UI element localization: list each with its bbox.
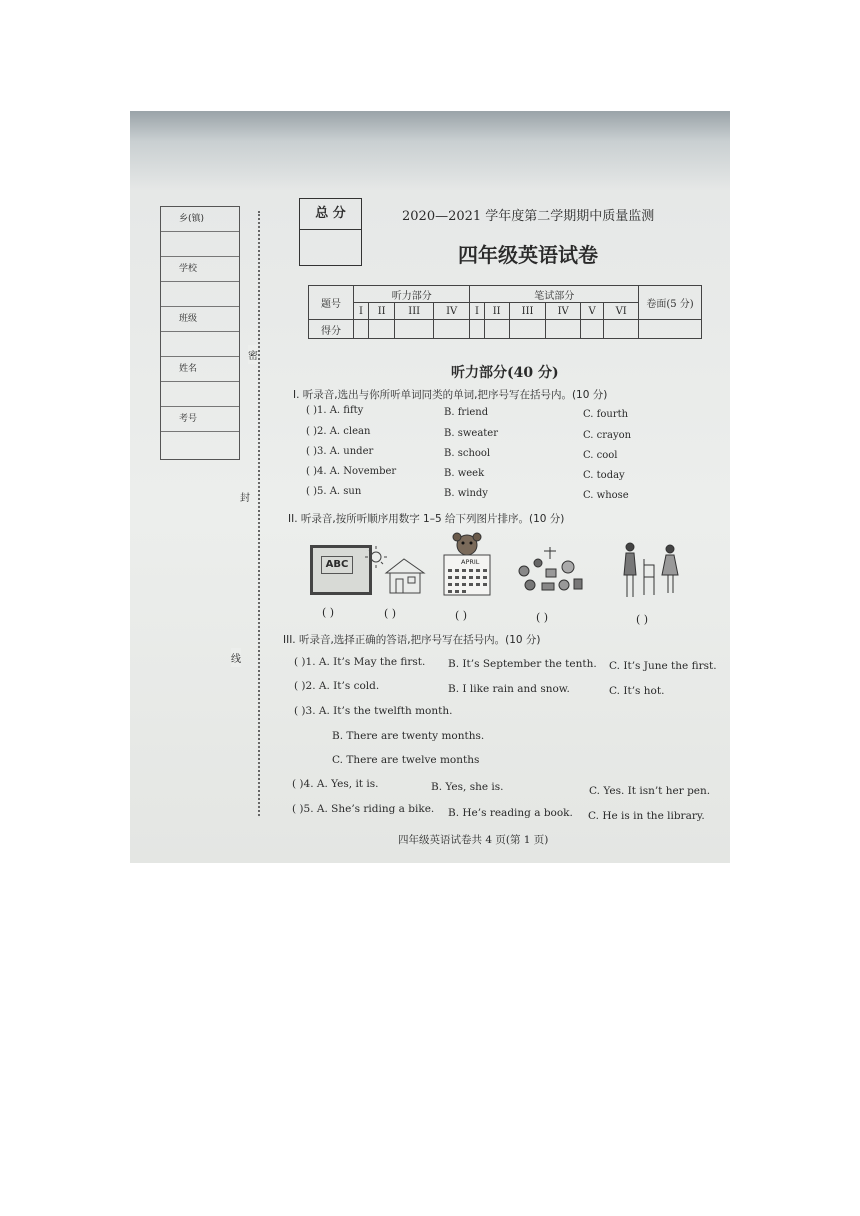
info-label-class: 班级 — [161, 307, 239, 332]
q3-item-1-a: ( )1. A. It’s May the first. — [294, 656, 426, 668]
score-col-label: VI — [604, 303, 639, 320]
q3-item-3-c: C. There are twelve months — [332, 754, 480, 766]
q1-item-4-a: ( )4. A. November — [306, 466, 397, 477]
score-table-listening: 听力部分 — [354, 286, 470, 303]
q2-blank-1: ( ) — [322, 606, 335, 619]
q3-item-4-b: B. Yes, she is. — [431, 781, 504, 793]
blackboard-picture — [310, 545, 372, 595]
score-table-score-label: 得分 — [309, 320, 354, 339]
q1-item-1-c: C. fourth — [583, 409, 629, 420]
score-col-label: II — [484, 303, 509, 320]
q1-item-1-b: B. friend — [444, 407, 489, 418]
blackboard-text: ABC — [321, 556, 353, 574]
total-score-box — [299, 198, 362, 266]
total-score-label: 总 分 — [300, 199, 361, 230]
q3-item-3-a: ( )3. A. It’s the twelfth month. — [294, 705, 453, 717]
q1-item-5-a: ( )5. A. sun — [306, 486, 362, 497]
q1-item-1-a: ( )1. A. fifty — [306, 405, 364, 416]
seal-mark-mi: 密 — [248, 345, 258, 364]
q3-item-5-b: B. He’s reading a book. — [448, 807, 573, 819]
q3-item-5-c: C. He is in the library. — [588, 810, 705, 822]
q1-item-3-c: C. cool — [583, 450, 618, 461]
listening-section-title: 听力部分(40 分) — [451, 365, 559, 381]
q1-item-4-b: B. week — [444, 468, 485, 479]
q1-item-3-b: B. school — [444, 448, 491, 459]
q3-item-1-b: B. It’s September the tenth. — [448, 658, 597, 670]
score-col-label: IV — [546, 303, 581, 320]
score-col-label: I — [354, 303, 369, 320]
sun-house-picture — [364, 543, 434, 597]
score-col-label: I — [470, 303, 484, 320]
q1-item-2-c: C. crayon — [583, 430, 632, 441]
score-col-label: V — [580, 303, 603, 320]
page-footer: 四年级英语试卷共 4 页(第 1 页) — [398, 834, 549, 846]
q2-instruction: II. 听录音,按所听顺序用数字 1–5 给下列图片排序。(10 分) — [288, 513, 565, 525]
q3-item-1-c: C. It’s June the first. — [609, 660, 717, 672]
q2-blank-2: ( ) — [384, 607, 397, 620]
score-col-label: IV — [433, 303, 470, 320]
school-items-picture — [512, 541, 588, 599]
q3-item-2-a: ( )2. A. It’s cold. — [294, 680, 380, 692]
info-field-name — [161, 382, 239, 407]
info-label-id: 考号 — [161, 407, 239, 432]
q3-item-3-b: B. There are twenty months. — [332, 730, 485, 742]
info-field-school — [161, 282, 239, 307]
q2-blank-3: ( ) — [455, 609, 468, 622]
seal-mark-feng: 封 — [240, 487, 250, 506]
q1-item-4-c: C. today — [583, 470, 625, 481]
people-picture — [618, 539, 684, 603]
exam-title: 四年级英语试卷 — [458, 243, 598, 267]
score-table-writing: 笔试部分 — [470, 286, 639, 303]
exam-photo — [130, 111, 730, 863]
info-field-class — [161, 332, 239, 357]
score-col-label: III — [395, 303, 433, 320]
q1-item-5-b: B. windy — [444, 488, 488, 499]
q1-item-2-b: B. sweater — [444, 428, 498, 439]
q1-item-2-a: ( )2. A. clean — [306, 426, 371, 437]
q2-blank-5: ( ) — [636, 613, 649, 626]
q3-item-4-c: C. Yes. It isn’t her pen. — [589, 785, 711, 797]
score-table — [308, 285, 702, 339]
q3-item-2-c: C. It’s hot. — [609, 685, 665, 697]
seal-mark-xian: 线 — [231, 648, 241, 667]
q1-item-3-a: ( )3. A. under — [306, 446, 374, 457]
score-col-label: III — [509, 303, 546, 320]
info-field-town — [161, 232, 239, 257]
exam-header-line: 2020—2021 学年度第二学期期中质量监测 — [402, 209, 655, 224]
info-label-name: 姓名 — [161, 357, 239, 382]
calendar-month-label: APRIL — [461, 558, 480, 566]
score-col-label: II — [368, 303, 395, 320]
q2-blank-4: ( ) — [536, 611, 549, 624]
info-field-id — [161, 432, 239, 456]
q1-instruction: I. 听录音,选出与你所听单词同类的单词,把序号写在括号内。(10 分) — [293, 389, 608, 401]
q3-item-4-a: ( )4. A. Yes, it is. — [292, 778, 379, 790]
score-table-paper: 卷面(5 分) — [639, 286, 702, 320]
student-info-column — [160, 206, 240, 460]
q3-instruction: III. 听录音,选择正确的答语,把序号写在括号内。(10 分) — [283, 634, 541, 646]
q3-item-2-b: B. I like rain and snow. — [448, 683, 570, 695]
info-label-school: 学校 — [161, 257, 239, 282]
info-label-town: 乡(镇) — [161, 207, 239, 232]
q1-item-5-c: C. whose — [583, 490, 629, 501]
seal-dotted-line — [258, 211, 260, 816]
q3-item-5-a: ( )5. A. She’s riding a bike. — [292, 803, 435, 815]
score-table-row-head: 题号 — [309, 286, 354, 320]
